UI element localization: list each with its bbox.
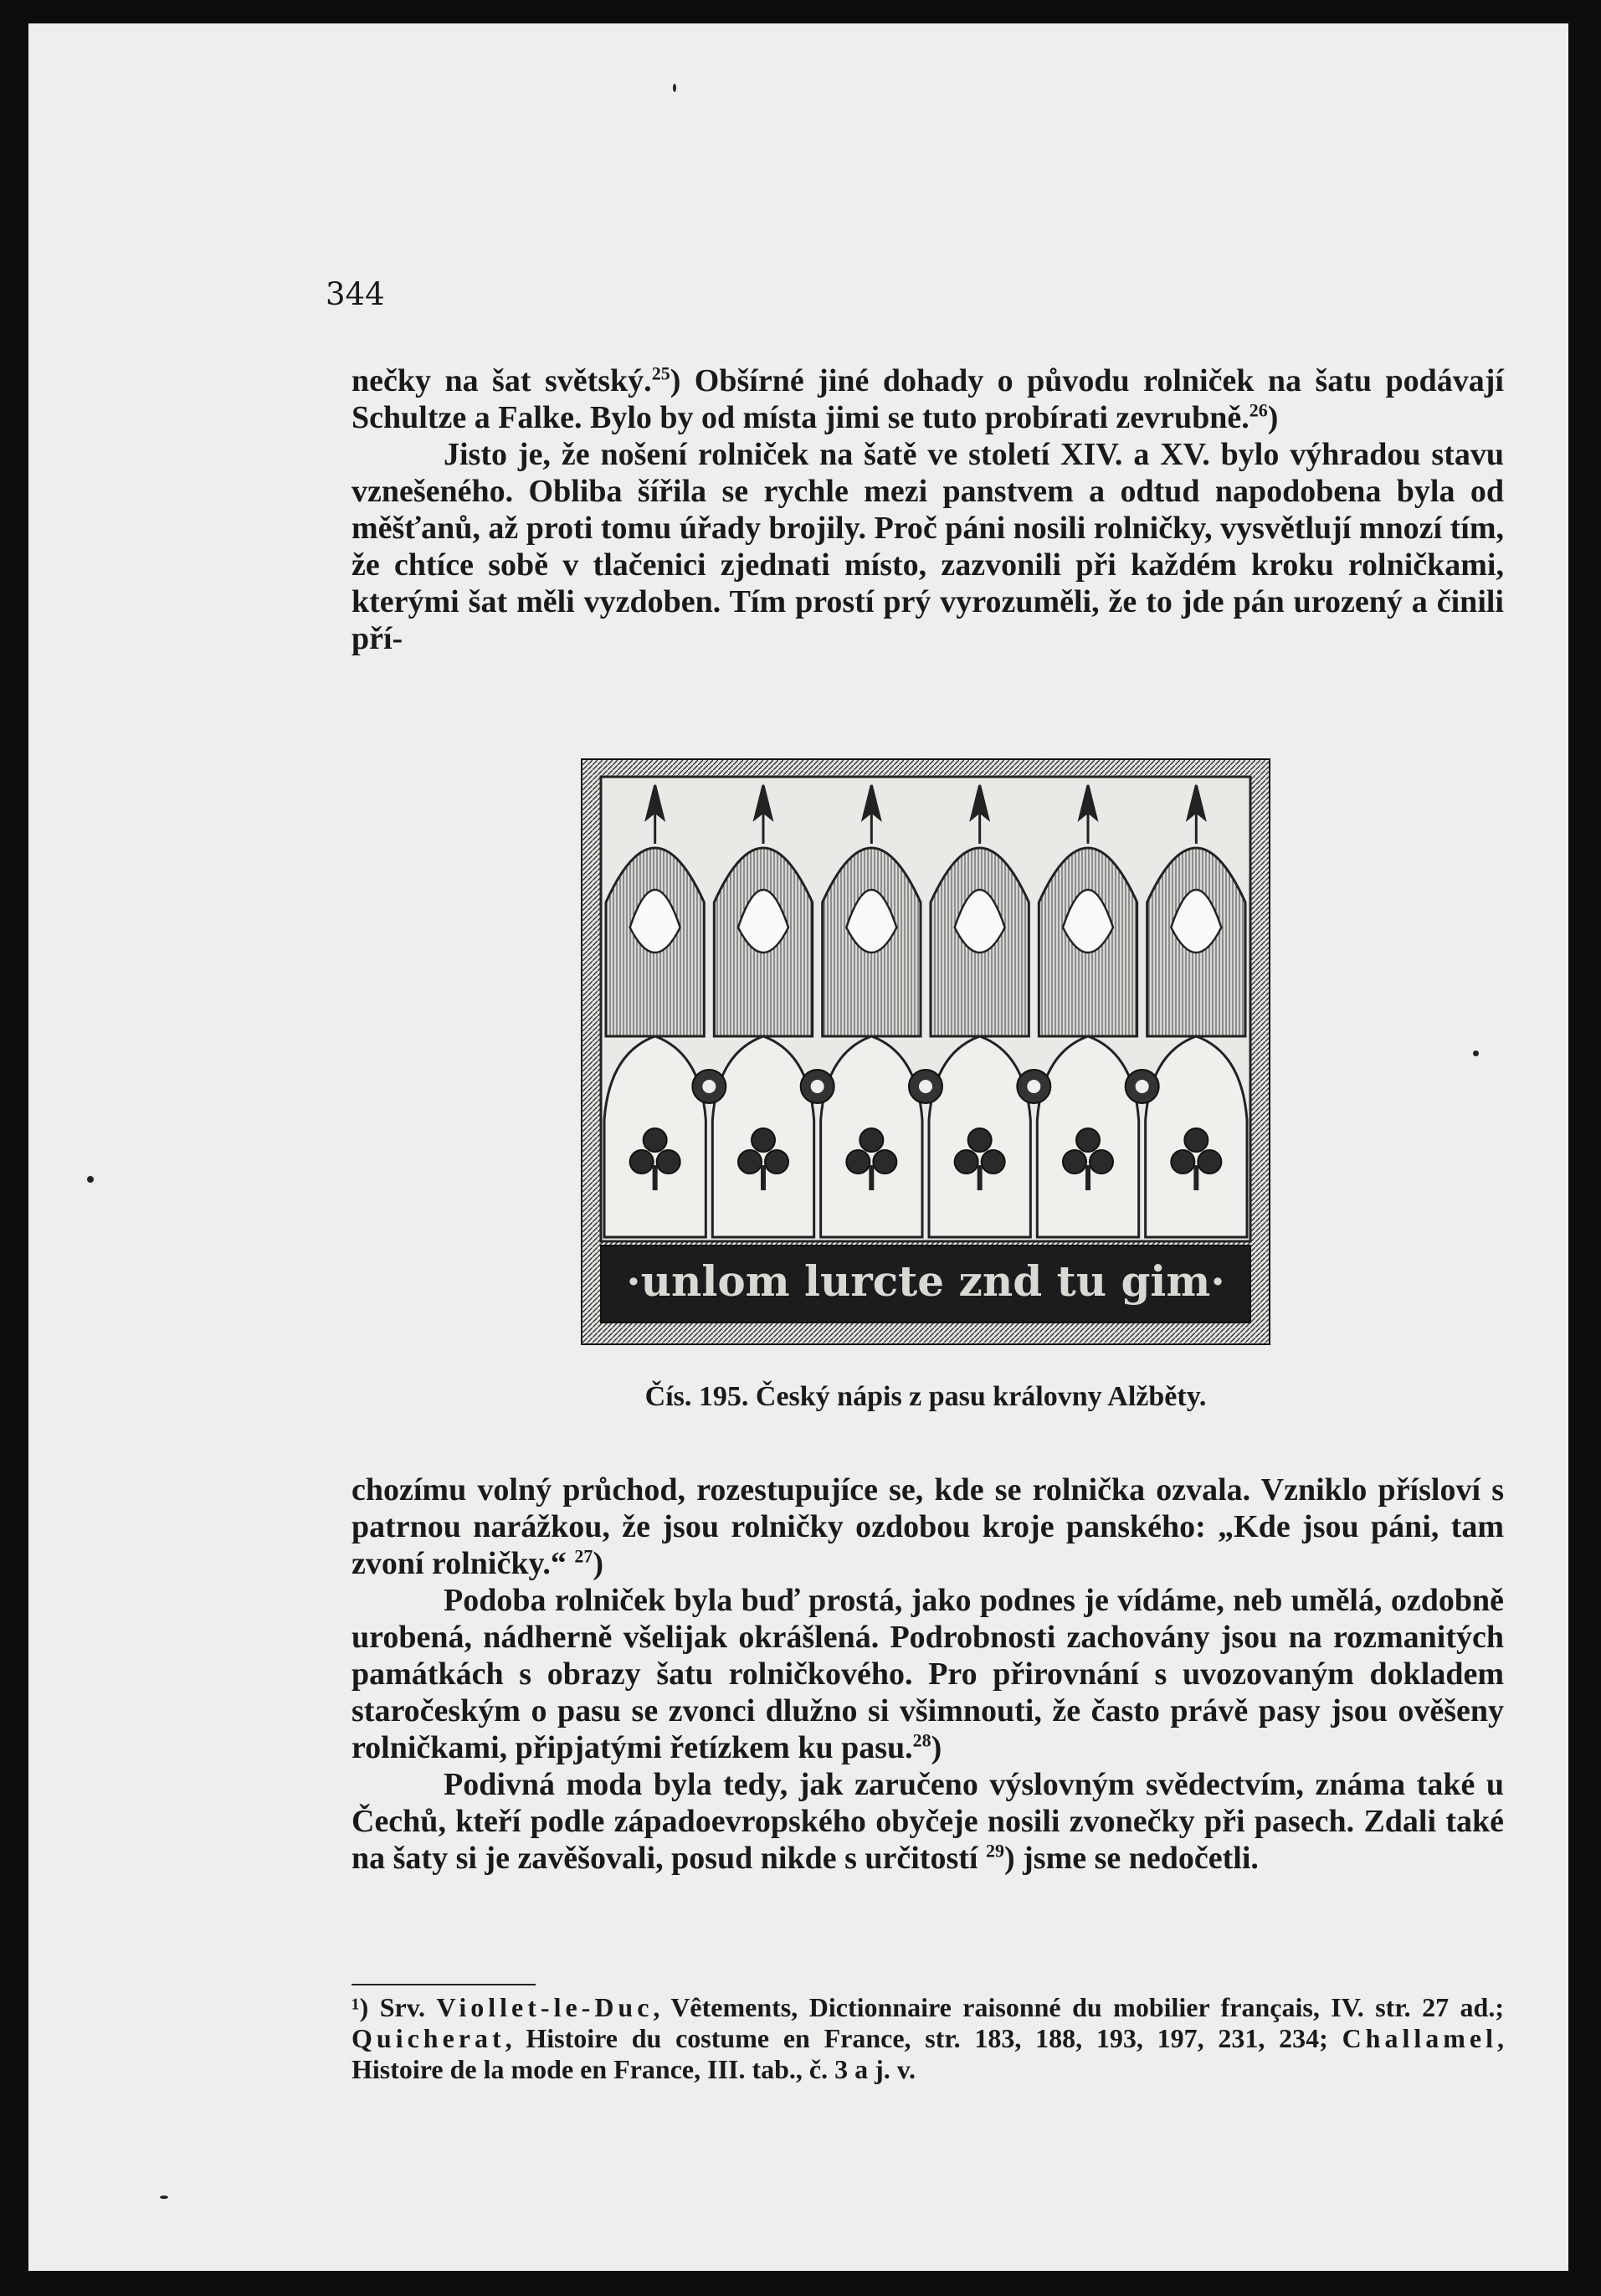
text-run: ) jsme se nedočetli. <box>1003 1841 1259 1876</box>
footnote-rule <box>352 1984 536 1985</box>
trefoil-stem <box>869 1165 874 1190</box>
trefoil-lobe <box>982 1150 1005 1174</box>
trefoil-lobe <box>657 1150 680 1174</box>
figure-belt-illustration <box>581 758 1270 1345</box>
scanned-page <box>28 23 1568 2271</box>
trefoil-lobe <box>1171 1150 1194 1174</box>
trefoil-stem <box>1193 1165 1198 1190</box>
trefoil-lobe <box>873 1150 896 1174</box>
trefoil-lobe <box>1090 1150 1113 1174</box>
footnote-text: , Histoire de la mode en France, III. tab., č. 3 a j. v. <box>352 2023 1504 2084</box>
footnote-reference: 27 <box>574 1545 593 1567</box>
footnote <box>352 1992 1504 2085</box>
speck <box>673 84 676 92</box>
quatrefoil-center <box>811 1080 824 1093</box>
trefoil-lobe <box>968 1128 992 1152</box>
top-paragraph-1 <box>352 362 1504 436</box>
footnote-reference: 25 <box>651 362 670 384</box>
quatrefoil-center <box>919 1080 932 1093</box>
footnote-text: Srv. <box>368 1992 437 2022</box>
body-text-bottom <box>352 1472 1504 1877</box>
footnote-reference: 29 <box>985 1840 1004 1862</box>
author-name: Quicherat <box>352 2023 505 2053</box>
page-number: 344 <box>326 276 385 312</box>
footnote-reference: 28 <box>912 1729 931 1751</box>
speck <box>1473 1050 1479 1056</box>
text-run: ) Obšírné jiné dohady o původu rolniček na šatu podávají Schultze a Falke. Bylo by od místa jimi se tuto probírati zevrubně. <box>352 363 1504 435</box>
trefoil-stem <box>761 1165 766 1190</box>
body-text-top <box>352 362 1504 657</box>
inscription-text: ·unlom lurcte znd tu gim· <box>626 1256 1225 1306</box>
figure-caption: Čís. 195. Český nápis z pasu královny Alžběty. <box>644 1381 1207 1412</box>
footnote-text: , Vêtements, Dictionnaire raisonné du mobilier français, IV. str. 27 ad.; <box>653 1992 1505 2022</box>
footnote-marker: ¹) <box>352 1992 369 2022</box>
text-run: Podivná moda byla tedy, jak zaručeno výslovným svědectvím, známa také u Čechů, kteří podle západoevropského obyčeje nosili zvonečky při pasech. Zdali také na šaty si je zavěšovali, posud nikde s určitostí <box>352 1767 1504 1876</box>
speck <box>160 2196 168 2199</box>
trefoil-stem <box>978 1165 983 1190</box>
trefoil-lobe <box>752 1128 775 1152</box>
trefoil-lobe <box>738 1150 762 1174</box>
trefoil-lobe <box>644 1128 667 1152</box>
quatrefoil-center <box>1136 1080 1149 1093</box>
trefoil-lobe <box>1076 1128 1100 1152</box>
trefoil-lobe <box>860 1128 883 1152</box>
text-run: ) <box>1267 400 1279 435</box>
author-name: Challamel <box>1342 2023 1497 2053</box>
bottom-paragraph-2 <box>352 1582 1504 1766</box>
footnote-reference: 26 <box>1249 399 1268 421</box>
trefoil-lobe <box>630 1150 654 1174</box>
text-run: nečky na šat světský. <box>352 363 652 398</box>
quatrefoil-center <box>1027 1080 1040 1093</box>
text-run: chozímu volný průchod, rozestupujíce se, kde se rolnička ozvala. Vzniklo přísloví s patrnou narážkou, že jsou rolničky ozdobou kroje panského: „Kde jsou páni, tam zvoní rolničky.“ <box>352 1472 1504 1581</box>
belt-ornament-engraving <box>582 760 1269 1343</box>
top-paragraph-2 <box>352 436 1504 657</box>
text-run: ) <box>593 1546 604 1581</box>
trefoil-stem <box>653 1165 658 1190</box>
text-run: Podoba rolniček byla buď prostá, jako podnes je vídáme, neb umělá, ozdobně urobená, nádherně všelijak okrášlená. Podrobnosti zachovány jsou na rozmanitých památkách s obrazy šatu rolničkového. Pro přirovnání s uvozovaným dokladem staročeským o pasu se zvonci dlužno si všimnouti, že často právě pasy jsou ověšeny rolničkami, připjatými řetízkem ku pasu. <box>352 1583 1504 1765</box>
trefoil-lobe <box>955 1150 978 1174</box>
text-run: ) <box>931 1730 942 1765</box>
trefoil-lobe <box>1063 1150 1086 1174</box>
author-name: Viollet-le-Duc <box>436 1992 654 2022</box>
trefoil-lobe <box>1198 1150 1221 1174</box>
trefoil-lobe <box>765 1150 788 1174</box>
bottom-paragraph-1 <box>352 1472 1504 1582</box>
bottom-paragraph-3 <box>352 1766 1504 1877</box>
trefoil-lobe <box>846 1150 870 1174</box>
trefoil-stem <box>1085 1165 1090 1190</box>
quatrefoil-center <box>702 1080 716 1093</box>
speck <box>87 1176 94 1183</box>
footnote-text: , Histoire du costume en France, str. 183, 188, 193, 197, 231, 234; <box>505 2023 1342 2053</box>
trefoil-lobe <box>1184 1128 1208 1152</box>
text-run: Jisto je, že nošení rolniček na šatě ve století XIV. a XV. bylo výhradou stavu vznešeného. Obliba šířila se rychle mezi panstvem a odtud napodobena byla od měšťanů, až proti tomu úřady brojily. Proč páni nosili rolničky, vysvětlují mnozí tím, že chtíce sobě v tlačenici zjednati místo, zazvonili při každém kroku rolničkami, kterými šat měli vyzdoben. Tím prostí prý vyrozuměli, že to jde pán urozený a činili pří- <box>352 437 1504 656</box>
